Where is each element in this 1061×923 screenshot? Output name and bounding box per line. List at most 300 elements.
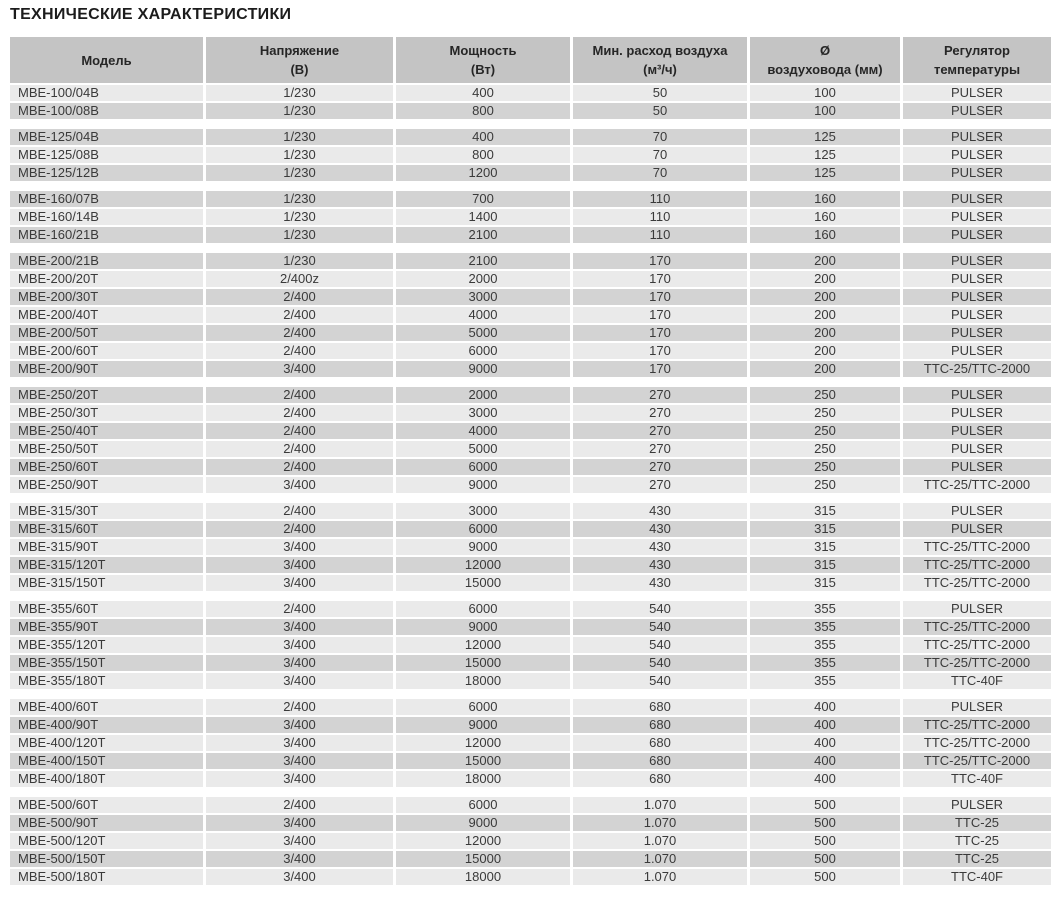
cell-regulator: PULSER — [900, 103, 1051, 119]
cell-airflow: 430 — [570, 539, 747, 555]
table-row — [10, 307, 1051, 323]
cell-airflow: 170 — [570, 343, 747, 359]
cell-model: MBE-355/180T — [10, 673, 203, 689]
cell-regulator: PULSER — [900, 253, 1051, 269]
cell-diameter: 200 — [747, 289, 900, 305]
cell-voltage: 3/400 — [203, 833, 393, 849]
cell-model: MBE-355/60T — [10, 601, 203, 617]
column-header-voltage — [203, 37, 393, 83]
cell-voltage: 2/400 — [203, 503, 393, 519]
table-row — [10, 575, 1051, 591]
table-row — [10, 477, 1051, 493]
column-header-power — [393, 37, 570, 83]
cell-power: 9000 — [393, 539, 570, 555]
cell-voltage: 2/400 — [203, 797, 393, 813]
cell-diameter: 200 — [747, 325, 900, 341]
table-row — [10, 423, 1051, 439]
table-row — [10, 673, 1051, 689]
cell-power: 9000 — [393, 361, 570, 377]
cell-regulator: PULSER — [900, 129, 1051, 145]
cell-regulator: PULSER — [900, 343, 1051, 359]
cell-regulator: TTC-40F — [900, 771, 1051, 787]
cell-diameter: 250 — [747, 423, 900, 439]
cell-model: MBE-200/60T — [10, 343, 203, 359]
cell-voltage: 3/400 — [203, 637, 393, 653]
cell-airflow: 170 — [570, 253, 747, 269]
group-spacer-row — [10, 183, 1051, 189]
cell-regulator: PULSER — [900, 797, 1051, 813]
cell-airflow: 170 — [570, 325, 747, 341]
cell-power: 2100 — [393, 253, 570, 269]
cell-voltage: 1/230 — [203, 209, 393, 225]
table-row — [10, 753, 1051, 769]
cell-airflow: 70 — [570, 165, 747, 181]
cell-airflow: 540 — [570, 601, 747, 617]
cell-model: MBE-315/90T — [10, 539, 203, 555]
table-row — [10, 387, 1051, 403]
cell-voltage: 3/400 — [203, 619, 393, 635]
cell-power: 3000 — [393, 405, 570, 421]
cell-airflow: 680 — [570, 699, 747, 715]
cell-model: MBE-400/60T — [10, 699, 203, 715]
cell-regulator: PULSER — [900, 271, 1051, 287]
cell-power: 6000 — [393, 459, 570, 475]
cell-regulator: TTC-25/TTC-2000 — [900, 557, 1051, 573]
cell-diameter: 200 — [747, 343, 900, 359]
cell-power: 15000 — [393, 851, 570, 867]
cell-model: MBE-160/14B — [10, 209, 203, 225]
cell-voltage: 2/400 — [203, 325, 393, 341]
cell-diameter: 400 — [747, 753, 900, 769]
cell-diameter: 355 — [747, 601, 900, 617]
cell-voltage: 2/400 — [203, 601, 393, 617]
group-spacer-row — [10, 789, 1051, 795]
cell-regulator: PULSER — [900, 459, 1051, 475]
cell-airflow: 170 — [570, 271, 747, 287]
cell-voltage: 2/400 — [203, 459, 393, 475]
cell-airflow: 270 — [570, 459, 747, 475]
cell-airflow: 270 — [570, 423, 747, 439]
cell-diameter: 125 — [747, 165, 900, 181]
cell-voltage: 3/400 — [203, 673, 393, 689]
cell-regulator: TTC-25/TTC-2000 — [900, 539, 1051, 555]
cell-model: MBE-200/40T — [10, 307, 203, 323]
cell-diameter: 500 — [747, 797, 900, 813]
table-row — [10, 601, 1051, 617]
cell-voltage: 3/400 — [203, 557, 393, 573]
cell-model: MBE-200/20T — [10, 271, 203, 287]
column-header-line2: воздуховода (мм) — [767, 62, 883, 77]
cell-airflow: 430 — [570, 557, 747, 573]
cell-regulator: TTC-25/TTC-2000 — [900, 717, 1051, 733]
cell-model: MBE-125/12B — [10, 165, 203, 181]
cell-airflow: 50 — [570, 85, 747, 101]
cell-regulator: PULSER — [900, 601, 1051, 617]
group-spacer-row — [10, 121, 1051, 127]
cell-power: 6000 — [393, 343, 570, 359]
group-spacer-row — [10, 379, 1051, 385]
cell-diameter: 125 — [747, 129, 900, 145]
cell-diameter: 500 — [747, 833, 900, 849]
group-spacer-cell — [10, 789, 1051, 795]
cell-voltage: 2/400 — [203, 343, 393, 359]
cell-power: 18000 — [393, 771, 570, 787]
cell-voltage: 2/400 — [203, 699, 393, 715]
column-header-model — [10, 37, 203, 83]
cell-airflow: 110 — [570, 209, 747, 225]
cell-voltage: 1/230 — [203, 253, 393, 269]
cell-diameter: 200 — [747, 307, 900, 323]
cell-power: 9000 — [393, 477, 570, 493]
cell-diameter: 200 — [747, 253, 900, 269]
cell-voltage: 2/400 — [203, 423, 393, 439]
group-spacer-cell — [10, 495, 1051, 501]
cell-diameter: 160 — [747, 191, 900, 207]
table-row — [10, 103, 1051, 119]
cell-diameter: 355 — [747, 673, 900, 689]
cell-model: MBE-125/08B — [10, 147, 203, 163]
cell-model: MBE-355/90T — [10, 619, 203, 635]
cell-diameter: 315 — [747, 521, 900, 537]
table-row — [10, 503, 1051, 519]
cell-model: MBE-250/40T — [10, 423, 203, 439]
cell-airflow: 1.070 — [570, 851, 747, 867]
column-header-line1: Регулятор — [944, 43, 1010, 58]
table-row — [10, 869, 1051, 885]
cell-diameter: 200 — [747, 271, 900, 287]
cell-diameter: 100 — [747, 85, 900, 101]
cell-voltage: 2/400 — [203, 289, 393, 305]
cell-voltage: 3/400 — [203, 717, 393, 733]
cell-power: 5000 — [393, 325, 570, 341]
table-row — [10, 209, 1051, 225]
cell-diameter: 160 — [747, 209, 900, 225]
cell-power: 18000 — [393, 673, 570, 689]
group-spacer-cell — [10, 183, 1051, 189]
page-title: ТЕХНИЧЕСКИЕ ХАРАКТЕРИСТИКИ — [10, 6, 292, 23]
cell-diameter: 400 — [747, 771, 900, 787]
group-spacer-cell — [10, 593, 1051, 599]
cell-model: MBE-250/50T — [10, 441, 203, 457]
cell-model: MBE-250/30T — [10, 405, 203, 421]
cell-power: 800 — [393, 147, 570, 163]
cell-regulator: PULSER — [900, 699, 1051, 715]
column-header-airflow — [570, 37, 747, 83]
column-header-line1: Мощность — [449, 43, 517, 58]
cell-power: 6000 — [393, 797, 570, 813]
cell-diameter: 400 — [747, 699, 900, 715]
cell-voltage: 2/400z — [203, 271, 393, 287]
cell-regulator: PULSER — [900, 521, 1051, 537]
column-header-line2: температуры — [933, 62, 1021, 77]
cell-regulator: TTC-25/TTC-2000 — [900, 637, 1051, 653]
table-row — [10, 147, 1051, 163]
cell-power: 5000 — [393, 441, 570, 457]
cell-model: MBE-250/60T — [10, 459, 203, 475]
cell-power: 2100 — [393, 227, 570, 243]
cell-diameter: 400 — [747, 717, 900, 733]
cell-voltage: 2/400 — [203, 405, 393, 421]
cell-regulator: PULSER — [900, 503, 1051, 519]
cell-voltage: 1/230 — [203, 85, 393, 101]
cell-power: 12000 — [393, 833, 570, 849]
cell-regulator: TTC-25/TTC-2000 — [900, 619, 1051, 635]
header-row — [10, 37, 1051, 83]
cell-voltage: 1/230 — [203, 191, 393, 207]
cell-voltage: 2/400 — [203, 441, 393, 457]
table-header — [10, 37, 1051, 83]
cell-regulator: TTC-25/TTC-2000 — [900, 575, 1051, 591]
cell-airflow: 540 — [570, 673, 747, 689]
cell-diameter: 160 — [747, 227, 900, 243]
cell-model: MBE-500/120T — [10, 833, 203, 849]
cell-airflow: 110 — [570, 227, 747, 243]
cell-regulator: PULSER — [900, 191, 1051, 207]
cell-power: 9000 — [393, 815, 570, 831]
cell-voltage: 3/400 — [203, 851, 393, 867]
cell-diameter: 250 — [747, 441, 900, 457]
cell-airflow: 540 — [570, 619, 747, 635]
cell-airflow: 1.070 — [570, 833, 747, 849]
cell-model: MBE-160/21B — [10, 227, 203, 243]
table-row — [10, 797, 1051, 813]
cell-power: 12000 — [393, 735, 570, 751]
cell-airflow: 270 — [570, 477, 747, 493]
cell-model: MBE-500/180T — [10, 869, 203, 885]
cell-diameter: 250 — [747, 477, 900, 493]
cell-regulator: PULSER — [900, 441, 1051, 457]
cell-power: 4000 — [393, 307, 570, 323]
cell-voltage: 1/230 — [203, 129, 393, 145]
cell-diameter: 315 — [747, 557, 900, 573]
table-row — [10, 405, 1051, 421]
cell-airflow: 170 — [570, 289, 747, 305]
cell-regulator: PULSER — [900, 165, 1051, 181]
cell-regulator: PULSER — [900, 387, 1051, 403]
cell-model: MBE-315/150T — [10, 575, 203, 591]
cell-model: MBE-400/180T — [10, 771, 203, 787]
cell-regulator: TTC-40F — [900, 673, 1051, 689]
cell-diameter: 355 — [747, 619, 900, 635]
cell-regulator: TTC-40F — [900, 869, 1051, 885]
cell-diameter: 500 — [747, 815, 900, 831]
table-row — [10, 735, 1051, 751]
cell-diameter: 315 — [747, 575, 900, 591]
table-row — [10, 815, 1051, 831]
column-header-line1: Модель — [81, 52, 132, 68]
column-header-diameter — [747, 37, 900, 83]
cell-voltage: 3/400 — [203, 869, 393, 885]
cell-power: 15000 — [393, 753, 570, 769]
table-row — [10, 227, 1051, 243]
cell-power: 400 — [393, 85, 570, 101]
cell-voltage: 3/400 — [203, 753, 393, 769]
cell-model: MBE-100/08B — [10, 103, 203, 119]
cell-regulator: PULSER — [900, 209, 1051, 225]
cell-diameter: 250 — [747, 405, 900, 421]
group-spacer-cell — [10, 121, 1051, 127]
cell-regulator: PULSER — [900, 227, 1051, 243]
cell-regulator: TTC-25/TTC-2000 — [900, 477, 1051, 493]
cell-airflow: 430 — [570, 575, 747, 591]
cell-airflow: 270 — [570, 441, 747, 457]
cell-diameter: 200 — [747, 361, 900, 377]
cell-voltage: 3/400 — [203, 539, 393, 555]
cell-airflow: 270 — [570, 387, 747, 403]
table-row — [10, 521, 1051, 537]
specs-table — [10, 35, 1051, 887]
cell-diameter: 250 — [747, 459, 900, 475]
table-row — [10, 771, 1051, 787]
table-row — [10, 271, 1051, 287]
cell-regulator: TTC-25 — [900, 833, 1051, 849]
cell-power: 4000 — [393, 423, 570, 439]
cell-model: MBE-100/04B — [10, 85, 203, 101]
cell-power: 18000 — [393, 869, 570, 885]
cell-power: 12000 — [393, 637, 570, 653]
cell-voltage: 2/400 — [203, 387, 393, 403]
cell-airflow: 110 — [570, 191, 747, 207]
column-header-line1: Напряжение — [259, 43, 340, 58]
cell-airflow: 680 — [570, 717, 747, 733]
table-body — [10, 85, 1051, 885]
cell-model: MBE-500/90T — [10, 815, 203, 831]
cell-power: 400 — [393, 129, 570, 145]
cell-regulator: PULSER — [900, 85, 1051, 101]
table-row — [10, 699, 1051, 715]
cell-airflow: 430 — [570, 521, 747, 537]
table-row — [10, 619, 1051, 635]
cell-model: MBE-400/90T — [10, 717, 203, 733]
cell-diameter: 250 — [747, 387, 900, 403]
group-spacer-cell — [10, 379, 1051, 385]
cell-power: 3000 — [393, 289, 570, 305]
table-row — [10, 637, 1051, 653]
cell-power: 1400 — [393, 209, 570, 225]
group-spacer-row — [10, 593, 1051, 599]
cell-power: 800 — [393, 103, 570, 119]
cell-diameter: 100 — [747, 103, 900, 119]
table-row — [10, 557, 1051, 573]
cell-model: MBE-355/120T — [10, 637, 203, 653]
cell-voltage: 3/400 — [203, 655, 393, 671]
table-row — [10, 717, 1051, 733]
cell-model: MBE-160/07B — [10, 191, 203, 207]
cell-airflow: 680 — [570, 735, 747, 751]
table-row — [10, 441, 1051, 457]
cell-model: MBE-500/150T — [10, 851, 203, 867]
table-row — [10, 289, 1051, 305]
cell-regulator: PULSER — [900, 147, 1051, 163]
table-row — [10, 851, 1051, 867]
cell-power: 9000 — [393, 619, 570, 635]
cell-model: MBE-500/60T — [10, 797, 203, 813]
cell-regulator: TTC-25 — [900, 815, 1051, 831]
cell-regulator: TTC-25 — [900, 851, 1051, 867]
cell-airflow: 430 — [570, 503, 747, 519]
cell-diameter: 355 — [747, 637, 900, 653]
cell-airflow: 70 — [570, 129, 747, 145]
cell-power: 15000 — [393, 575, 570, 591]
column-header-line1: Ø — [819, 43, 831, 58]
cell-regulator: PULSER — [900, 307, 1051, 323]
cell-voltage: 3/400 — [203, 735, 393, 751]
cell-airflow: 540 — [570, 637, 747, 653]
cell-diameter: 400 — [747, 735, 900, 751]
cell-model: MBE-200/21B — [10, 253, 203, 269]
column-header-line2: (м³/ч) — [643, 62, 677, 77]
cell-power: 2000 — [393, 387, 570, 403]
cell-power: 9000 — [393, 717, 570, 733]
cell-power: 12000 — [393, 557, 570, 573]
group-spacer-row — [10, 691, 1051, 697]
cell-model: MBE-400/120T — [10, 735, 203, 751]
table-row — [10, 361, 1051, 377]
cell-voltage: 3/400 — [203, 815, 393, 831]
cell-power: 6000 — [393, 699, 570, 715]
table-row — [10, 253, 1051, 269]
cell-diameter: 125 — [747, 147, 900, 163]
cell-diameter: 500 — [747, 851, 900, 867]
cell-regulator: TTC-25/TTC-2000 — [900, 735, 1051, 751]
cell-voltage: 3/400 — [203, 771, 393, 787]
cell-model: MBE-200/30T — [10, 289, 203, 305]
cell-airflow: 1.070 — [570, 869, 747, 885]
group-spacer-row — [10, 245, 1051, 251]
cell-diameter: 315 — [747, 503, 900, 519]
cell-regulator: PULSER — [900, 423, 1051, 439]
cell-airflow: 50 — [570, 103, 747, 119]
column-header-line1: Мин. расход воздуха — [592, 43, 728, 58]
cell-voltage: 2/400 — [203, 521, 393, 537]
cell-airflow: 540 — [570, 655, 747, 671]
table-row — [10, 129, 1051, 145]
cell-power: 15000 — [393, 655, 570, 671]
cell-airflow: 680 — [570, 771, 747, 787]
cell-model: MBE-315/120T — [10, 557, 203, 573]
table-row — [10, 165, 1051, 181]
cell-airflow: 170 — [570, 361, 747, 377]
cell-regulator: TTC-25/TTC-2000 — [900, 361, 1051, 377]
cell-regulator: TTC-25/TTC-2000 — [900, 655, 1051, 671]
cell-airflow: 170 — [570, 307, 747, 323]
group-spacer-cell — [10, 245, 1051, 251]
cell-model: MBE-125/04B — [10, 129, 203, 145]
cell-voltage: 3/400 — [203, 361, 393, 377]
cell-power: 700 — [393, 191, 570, 207]
cell-airflow: 70 — [570, 147, 747, 163]
cell-power: 6000 — [393, 521, 570, 537]
cell-diameter: 355 — [747, 655, 900, 671]
table-row — [10, 191, 1051, 207]
group-spacer-cell — [10, 691, 1051, 697]
cell-voltage: 3/400 — [203, 477, 393, 493]
column-header-regulator — [900, 37, 1051, 83]
column-header-line2: (В) — [290, 62, 309, 77]
cell-airflow: 1.070 — [570, 815, 747, 831]
cell-voltage: 1/230 — [203, 227, 393, 243]
group-spacer-row — [10, 495, 1051, 501]
cell-airflow: 680 — [570, 753, 747, 769]
cell-regulator: TTC-25/TTC-2000 — [900, 753, 1051, 769]
cell-model: MBE-250/90T — [10, 477, 203, 493]
cell-voltage: 1/230 — [203, 165, 393, 181]
cell-model: MBE-315/30T — [10, 503, 203, 519]
cell-power: 6000 — [393, 601, 570, 617]
table-row — [10, 459, 1051, 475]
cell-power: 2000 — [393, 271, 570, 287]
cell-voltage: 2/400 — [203, 307, 393, 323]
